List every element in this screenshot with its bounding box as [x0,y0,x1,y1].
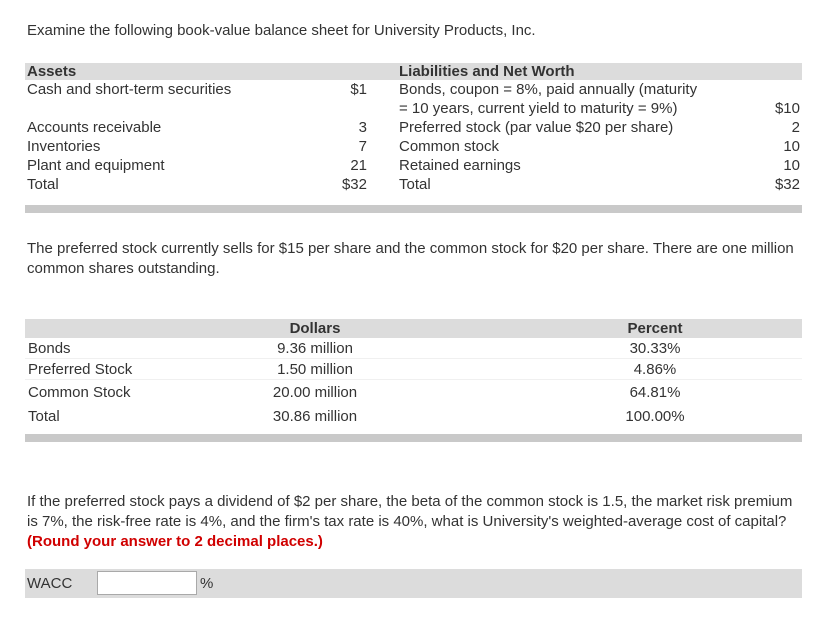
capital-label: Common Stock [28,383,131,401]
liability-label: = 10 years, current yield to maturity = 9%) [399,100,678,117]
asset-value: 21 [350,157,367,174]
liability-label: Common stock [399,138,500,155]
balance-sheet-table [25,63,802,194]
liability-value: 2 [791,119,800,136]
question-text [27,492,797,552]
wacc-label: WACC [27,575,73,592]
asset-value: 3 [358,119,367,136]
preferred-stock-paragraph: The preferred stock currently sells for $15 per share and the common stock for $20 per share. There are one million common shares outstanding. [27,240,794,277]
divider-bar [25,205,802,213]
capital-table-row [25,359,802,380]
capital-dollars: 9.36 million [255,338,375,359]
capital-percent: 4.86% [595,359,715,380]
balance-sheet-row [25,118,802,137]
wacc-input[interactable] [97,571,197,595]
capital-dollars: 20.00 million [272,383,358,401]
capital-label: Total [28,407,60,425]
capital-table-row [25,338,802,359]
asset-label [25,99,325,118]
liabilities-header: Liabilities and Net Worth [397,63,757,80]
capital-percent: 64.81% [629,383,681,401]
percent-header: Percent [595,319,715,338]
liability-value: $32 [774,176,800,193]
capital-dollars: 1.50 million [255,359,375,380]
assets-header: Assets [25,63,325,80]
capital-label: Bonds [25,338,255,359]
capital-percent: 100.00% [625,407,685,425]
liability-value: 10 [783,157,800,174]
rounding-instruction: (Round your answer to 2 decimal places.) [27,533,323,550]
capital-percent: 30.33% [595,338,715,359]
capital-table-row [25,380,802,405]
asset-label: Inventories [27,138,101,155]
asset-value: 7 [358,138,367,155]
liability-label: Total [399,176,431,193]
asset-label: Plant and equipment [27,157,165,174]
asset-label: Cash and short-term securities [27,81,232,98]
balance-sheet-row [25,80,802,99]
divider-bar [25,434,802,442]
asset-value: $1 [350,81,367,98]
liability-label: Retained earnings [399,157,521,174]
intro-text: Examine the following book-value balance sheet for University Products, Inc. [27,22,536,39]
capital-label: Preferred Stock [25,359,255,380]
balance-sheet-row [25,99,802,118]
capital-structure-table [25,319,802,428]
liability-label: Preferred stock (par value $20 per share) [399,119,674,136]
liability-value: $10 [774,100,800,117]
liability-label: Bonds, coupon = 8%, paid annually (maturity [399,81,698,98]
balance-sheet-row [25,175,802,194]
capital-dollars: 30.86 million [272,407,358,425]
capital-table-header [25,319,802,338]
asset-label: Accounts receivable [27,119,162,136]
liability-value [757,80,802,99]
balance-sheet-row [25,156,802,175]
asset-value [325,99,369,118]
percent-unit: % [200,575,214,592]
asset-label: Total [27,176,59,193]
balance-sheet-header [25,63,802,80]
dollars-header: Dollars [255,319,375,338]
question-body: If the preferred stock pays a dividend of $2 per share, the beta of the common stock is 1.5, the market risk premium is 7%, the risk-free rate is 4%, and the firm's tax rate is 40%, what is University's weighted-average cost of capital? [27,493,793,530]
capital-table-row [25,404,802,428]
asset-value: $32 [341,176,367,193]
liability-value: 10 [783,138,800,155]
balance-sheet-row [25,137,802,156]
